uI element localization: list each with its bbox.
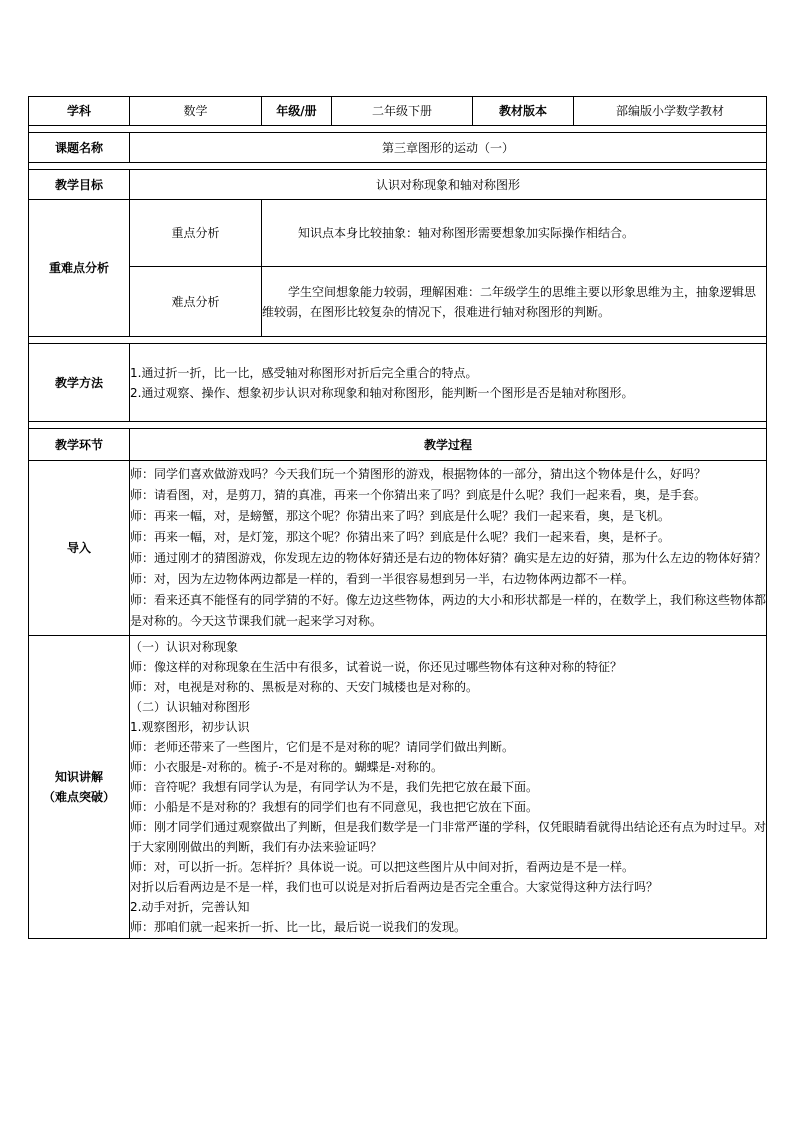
lesson-plan-table (28, 96, 767, 939)
header-row (29, 97, 767, 126)
intro-line: 师：对，因为左边物体两边都是一样的，看到一半很容易想到另一半，右边物体两边都不一样。 (130, 572, 635, 586)
subject-label: 学科 (29, 97, 130, 126)
grade-label: 年级/册 (262, 97, 332, 126)
knowledge-line: 师：对，可以折一折。怎样折？具体说一说。可以把这些图片从中间对折，看两边是不是一样。 (130, 860, 635, 874)
intro-line: 师：再来一幅，对，是灯笼，那这个呢？你猜出来了吗？到底是什么呢？我们一起来看，奥，是杯子。 (130, 530, 671, 544)
knowledge-line: 2.动手对折，完善认知 (130, 900, 250, 914)
method-line: 1.通过折一折，比一比，感受轴对称图形对折后完全重合的特点。 (130, 365, 478, 380)
knowledge-line: 师：那咱们就一起来折一折、比一比，最后说一说我们的发现。 (130, 920, 467, 934)
intro-line: 师：请看图，对，是剪刀，猜的真准，再来一个你猜出来了吗？到底是什么呢？我们一起来看，奥，是手套。 (130, 488, 707, 502)
knowledge-line: 师：小船是不是对称的？我想有的同学们也有不同意见，我也把它放在下面。 (130, 800, 539, 814)
edition-value: 部编版小学数学教材 (574, 97, 767, 126)
key-point-text: 知识点本身比较抽象：轴对称图形需要想象加实际操作相结合。 (262, 200, 767, 267)
knowledge-line: （二）认识轴对称图形 (130, 700, 251, 714)
analysis-label: 重难点分析 (29, 200, 130, 337)
intro-line: 师：同学们喜欢做游戏吗？今天我们玩一个猜图形的游戏，根据物体的一部分，猜出这个物体是什么，好吗？ (130, 467, 707, 481)
goal-value: 认识对称现象和轴对称图形 (130, 170, 767, 200)
knowledge-line: 师：刚才同学们通过观察做出了判断，但是我们数学是一门非常严谨的学科，仅凭眼睛看就得出结论还有点为时过早。对于大家刚刚做出的判断，我们有办法来验证吗？ (130, 820, 767, 854)
knowledge-line: 师：老师还带来了一些图片，它们是不是对称的呢？请同学们做出判断。 (130, 740, 515, 754)
intro-line: 师：通过刚才的猜图游戏，你发现左边的物体好猜还是右边的物体好猜？确实是左边的好猜，那为什么左边的物体好猜？ (130, 551, 767, 565)
process-label: 教学过程 (130, 429, 767, 461)
knowledge-text (130, 636, 767, 939)
difficulty-label: 难点分析 (130, 267, 262, 337)
method-row (29, 344, 767, 422)
course-label: 课题名称 (29, 133, 130, 163)
goal-label: 教学目标 (29, 170, 130, 200)
intro-text (130, 461, 767, 636)
knowledge-label (29, 636, 130, 939)
grade-value: 二年级下册 (332, 97, 473, 126)
spacer (29, 422, 767, 429)
intro-row (29, 461, 767, 636)
process-header-row (29, 429, 767, 461)
intro-label: 导入 (29, 461, 130, 636)
knowledge-row (29, 636, 767, 939)
knowledge-line: 1.观察图形，初步认识 (130, 720, 250, 734)
course-row (29, 133, 767, 163)
spacer (29, 126, 767, 133)
spacer (29, 163, 767, 170)
key-point-label: 重点分析 (130, 200, 262, 267)
difficulty-text: 学生空间想象能力较弱，理解困难：二年级学生的思维主要以形象思维为主，抽象逻辑思维较弱，在图形比较复杂的情况下，很难进行轴对称图形的判断。 (262, 267, 767, 337)
key-point-row (29, 200, 767, 267)
knowledge-line: 师：对，电视是对称的、黑板是对称的、天安门城楼也是对称的。 (130, 680, 479, 694)
knowledge-line: 师：音符呢？我想有同学认为是，有同学认为不是，我们先把它放在最下面。 (130, 780, 539, 794)
knowledge-label-line1: 知识讲解 (54, 770, 103, 784)
spacer (29, 337, 767, 344)
knowledge-label-line2: （难点突破） (42, 790, 115, 804)
method-line: 2.通过观察、操作、想象初步认识对称现象和轴对称图形，能判断一个图形是否是轴对称图形。 (130, 385, 634, 400)
knowledge-line: （一）认识对称现象 (130, 640, 239, 654)
course-value: 第三章图形的运动（一） (130, 133, 767, 163)
knowledge-line: 对折以后看两边是不是一样，我们也可以说是对折后看两边是否完全重合。大家觉得这种方法行吗？ (130, 880, 659, 894)
stage-label: 教学环节 (29, 429, 130, 461)
knowledge-line: 师：小衣服是-对称的。梳子-不是对称的。蝴蝶是-对称的。 (130, 760, 443, 774)
method-label: 教学方法 (29, 344, 130, 422)
knowledge-line: 师：像这样的对称现象在生活中有很多，试着说一说，你还见过哪些物体有这种对称的特征？ (130, 660, 623, 674)
edition-label: 教材版本 (473, 97, 574, 126)
goal-row (29, 170, 767, 200)
difficulty-row (29, 267, 767, 337)
method-text (130, 344, 767, 422)
intro-line: 师：看来还真不能怪有的同学猜的不好。像左边这些物体，两边的大小和形状都是一样的，在数学上，我们称这些物体都是对称的。今天这节课我们就一起来学习对称。 (130, 593, 767, 628)
intro-line: 师：再来一幅，对，是螃蟹，那这个呢？你猜出来了吗？到底是什么呢？我们一起来看，奥，是飞机。 (130, 509, 671, 523)
subject-value: 数学 (130, 97, 262, 126)
